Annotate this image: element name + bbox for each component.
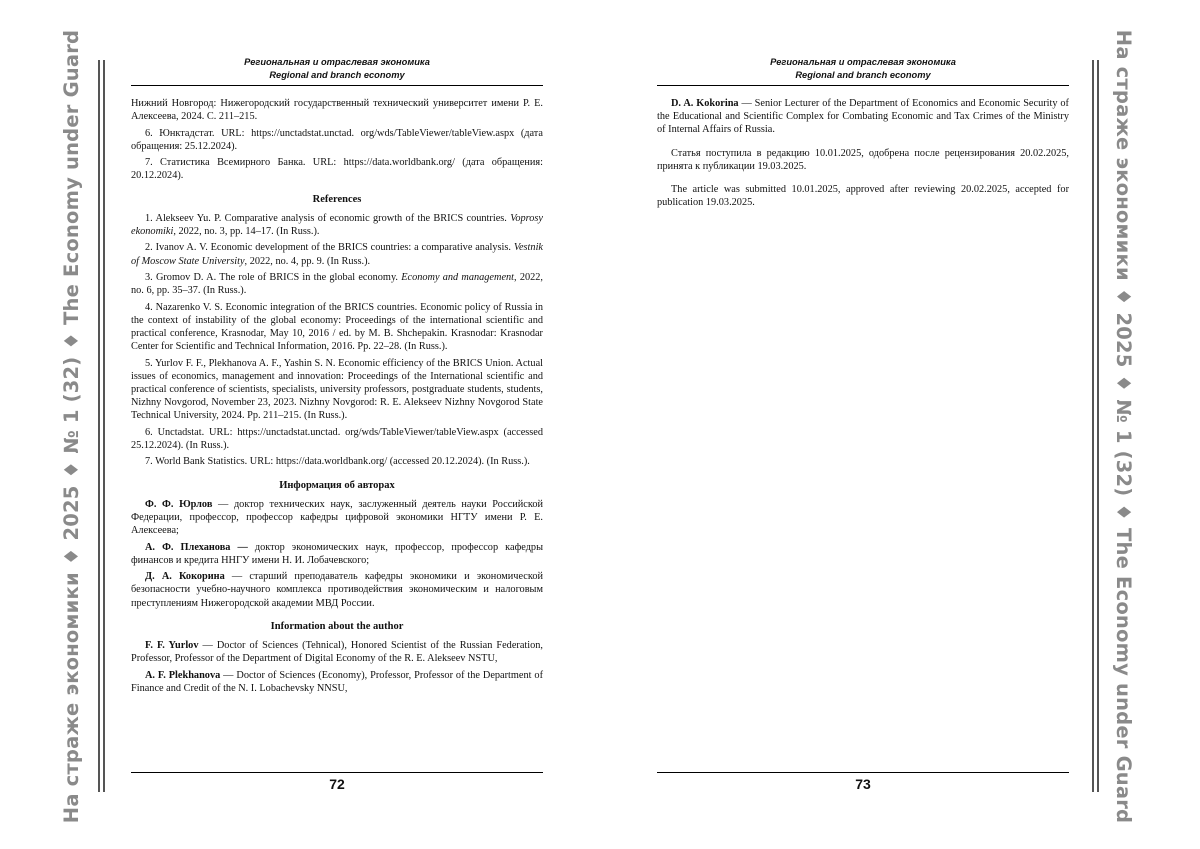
header-en: Regional and branch economy	[795, 70, 931, 80]
spine-rule-left	[98, 60, 105, 792]
right-page	[600, 0, 1200, 849]
references-title: References	[312, 193, 362, 205]
author-en-3: D. A. Kokorina — Senior Lecturer of the Department of Economics and Economic Security of the Educational and Scientific Complex for Combating Economic and Tax Crimes of the Ministry of Internal Affairs of Russia.	[657, 98, 1069, 136]
page-number-left: 72	[131, 772, 543, 792]
received-ru: Статья поступила в редакцию 10.01.2025, одобрена после рецензирования 20.02.2025, принята к публикации 19.03.2025.	[657, 147, 1069, 172]
running-header-left	[131, 56, 543, 86]
author-ru-2: А. Ф. Плеханова — доктор экономических наук, профессор, профессор кафедры финансов и кредита ННГУ имени Н. И. Лобачевского;	[131, 541, 543, 566]
left-content	[131, 97, 543, 698]
header-en: Regional and branch economy	[269, 70, 405, 80]
header-ru: Региональная и отраслевая экономика	[244, 57, 430, 67]
author-en-1: F. F. Yurlov — Doctor of Sciences (Tehnical), Honored Scientist of the Russian Federation, Professor, Professor of the Department of Digital Economy of the R. E. Alekseev NSTU,	[131, 639, 543, 665]
spine-left	[58, 29, 86, 823]
reference-3: 3. Gromov D. A. The role of BRICS in the global economy. Economy and management, 2022, no. 6, pp. 35–37. (In Russ.).	[131, 271, 543, 297]
author-en-2: A. F. Plekhanova — Doctor of Sciences (Economy), Professor, Professor of the Department of Finance and Credit of the N. I. Lobachevsky NNSU,	[131, 669, 543, 694]
received-en: The article was submitted 10.01.2025, approved after reviewing 20.02.2025, accepted for publication 19.03.2025.	[657, 184, 1069, 209]
reference-4: 4. Nazarenko V. S. Economic integration of the BRICS countries. Economic policy of Russia in the context of instability of the global economy: Proceedings of the international scientific and practical conference, Krasnodar, May 10, 2016 / ed. by M. B. Shchepakin. Krasnodar: Krasnodar Center for Scientific and Technical Information, 2016. Pp. 22–28. (In Russ.).	[131, 301, 543, 353]
reference-5: 5. Yurlov F. F., Plekhanova A. F., Yashin S. N. Economic efficiency of the BRICS Union. Actual issues of economics, management and innovation: Proceedings of the International scientific and practical conference of scientists, specialists, university professors, postgraduate students, students, Nizhny Novgorod, November 23, 2023. Nizhny Novgorod: R. E. Alekseev Nizhny Novgorod State Technical University, 2024. Pp. 211–215. (In Russ.).	[131, 357, 543, 422]
author-ru-1: Ф. Ф. Юрлов — доктор технических наук, заслуженный деятель науки Российской Федерации, профессор, профессор кафедры цифровой экономики НГТУ имени Р. Е. Алексеева;	[131, 498, 544, 537]
authors-en-title: Information about the author	[270, 620, 404, 632]
page-number-right: 73	[657, 772, 1069, 792]
spine-title-right: На страже экономики ♦ 2025 ♦ № 1 (32) ♦ The Economy under Guard	[1112, 29, 1136, 823]
ru-reference-6: 6. Юнктадстат. URL: https://unctadstat.unctad. org/wds/TableViewer/tableView.aspx (дата обращения: 25.12.2024).	[131, 127, 543, 152]
authors-ru-title: Информация об авторах	[279, 479, 395, 491]
reference-7: 7. World Bank Statistics. URL: https://data.worldbank.org/ (accessed 20.12.2024). (In Russ.).	[145, 456, 530, 468]
reference-2: 2. Ivanov A. V. Economic development of the BRICS countries: a comparative analysis. Vestnik of Moscow State University, 2022, no. 4, pp. 9. (In Russ.).	[131, 242, 543, 267]
spine-right	[1110, 29, 1138, 823]
spine-rule-right	[1092, 60, 1099, 792]
reference-6: 6. Unctadstat. URL: https://unctadstat.unctad. org/wds/TableViewer/tableView.aspx (accessed 25.12.2024). (In Russ.).	[131, 426, 543, 451]
continued-reference: Нижний Новгород: Нижегородский государственный технический университет имени Р. Е. Алексеева, 2024. С. 211–215.	[131, 98, 543, 123]
header-ru: Региональная и отраслевая экономика	[770, 57, 956, 67]
ru-reference-7: 7. Статистика Всемирного Банка. URL: https://data.worldbank.org/ (дата обращения: 20.12.2024).	[131, 157, 543, 182]
running-header-right	[657, 56, 1069, 86]
author-ru-3: Д. А. Кокорина — старший преподаватель кафедры экономики и экономической безопасности учебно-научного комплекса противодействия экономическим и налоговым преступлениям Нижегородской академии МВД России.	[131, 571, 544, 609]
right-content	[657, 97, 1069, 219]
spine-title-left: На страже экономики ♦ 2025 ♦ № 1 (32) ♦ The Economy under Guard	[60, 29, 84, 823]
reference-1: 1. Alekseev Yu. P. Comparative analysis of economic growth of the BRICS countries. Voprosy ekonomiki, 2022, no. 3, pp. 14–17. (In Russ.).	[131, 212, 543, 237]
